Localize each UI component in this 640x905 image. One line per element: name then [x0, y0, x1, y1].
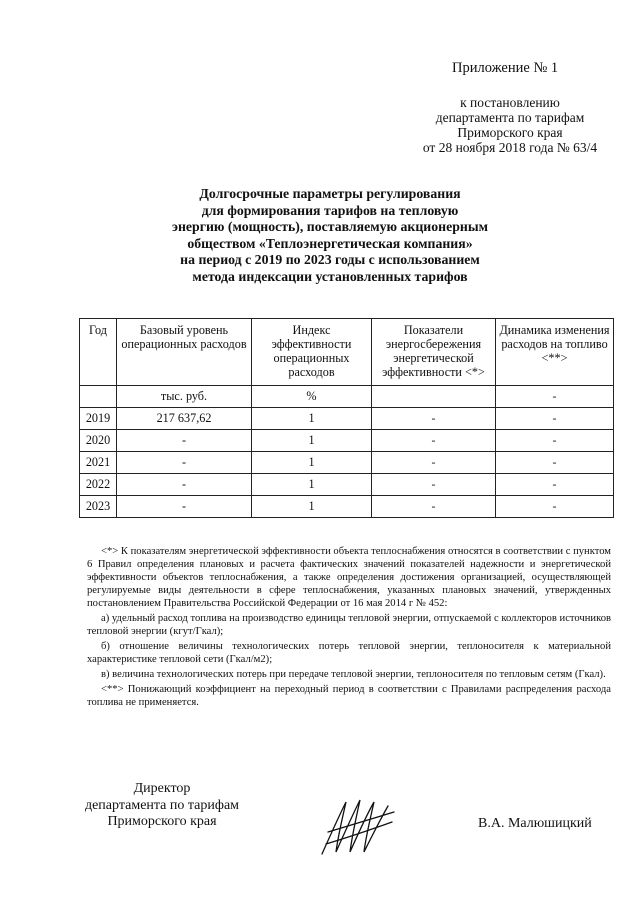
title-line: обществом «Теплоэнергетическая компания»	[187, 235, 473, 251]
units-row	[80, 386, 614, 408]
footnotes	[87, 545, 611, 711]
unit-cell: тыс. руб.	[117, 386, 252, 408]
header-base-level: Базовый уровень операционных расходов	[117, 319, 252, 386]
base-cell: -	[117, 474, 252, 496]
table-row	[80, 496, 614, 518]
fuel-cell: -	[496, 408, 614, 430]
fuel-cell: -	[496, 496, 614, 518]
index-cell: 1	[252, 496, 372, 518]
header-year: Год	[80, 319, 117, 386]
title-line: для формирования тарифов на тепловую	[201, 202, 459, 218]
index-cell: 1	[252, 474, 372, 496]
table-row	[80, 452, 614, 474]
title-line: метода индексации установленных тарифов	[192, 268, 468, 284]
fuel-cell: -	[496, 474, 614, 496]
unit-cell: %	[252, 386, 372, 408]
fuel-cell: -	[496, 452, 614, 474]
table-header-row	[80, 319, 614, 386]
appendix-title: Приложение № 1	[452, 60, 559, 76]
footnote-fuel: <**> Понижающий коэффициент на переходный период в соответствии с Правилами распределения расхода топлива не применяется.	[87, 684, 611, 708]
index-cell: 1	[252, 430, 372, 452]
resolution-reference	[395, 95, 625, 155]
energy-cell: -	[372, 408, 496, 430]
parameters-table	[79, 318, 614, 518]
base-cell: -	[117, 430, 252, 452]
year-cell: 2023	[80, 496, 117, 518]
header-energy-saving: Показатели энергосбережения энергетической эффективности <*>	[372, 319, 496, 386]
year-cell: 2019	[80, 408, 117, 430]
year-cell: 2022	[80, 474, 117, 496]
base-cell: 217 637,62	[117, 408, 252, 430]
position-line: Директор	[133, 781, 191, 796]
table-row	[80, 474, 614, 496]
index-cell: 1	[252, 408, 372, 430]
unit-cell	[372, 386, 496, 408]
resolution-date-line: от 28 ноября 2018 года № 63/4	[422, 140, 598, 155]
table-row	[80, 430, 614, 452]
position-line: Приморского края	[107, 814, 217, 829]
resolution-line: департамента по тарифам	[435, 110, 585, 125]
fuel-cell: -	[496, 430, 614, 452]
title-line: Долгосрочные параметры регулирования	[199, 186, 461, 201]
energy-cell: -	[372, 496, 496, 518]
header-efficiency-index: Индекс эффективности операционных расходов	[252, 319, 372, 386]
footnote-item-b: б) отношение величины технологических потерь тепловой энергии, теплоносителя к материальной характеристике тепловой сети (Гкал/м2);	[87, 641, 611, 665]
signatory-position	[72, 781, 252, 831]
signer-name: В.А. Малюшицкий	[478, 816, 592, 831]
position-line: департамента по тарифам	[84, 797, 240, 813]
unit-cell	[80, 386, 117, 408]
energy-cell: -	[372, 474, 496, 496]
year-cell: 2021	[80, 452, 117, 474]
resolution-line: Приморского края	[457, 125, 563, 140]
base-cell: -	[117, 452, 252, 474]
year-cell: 2020	[80, 430, 117, 452]
footnote-item-a: а) удельный расход топлива на производство единицы тепловой энергии, отпускаемой с коллекторов источников тепловой энергии (кгут/Гкал);	[87, 613, 611, 637]
resolution-line: к постановлению	[460, 95, 560, 110]
handwritten-signature	[318, 796, 398, 858]
table-row	[80, 408, 614, 430]
energy-cell: -	[372, 430, 496, 452]
unit-cell: -	[496, 386, 614, 408]
document-title	[150, 186, 510, 285]
base-cell: -	[117, 496, 252, 518]
footnote-energy-efficiency: <*> К показателям энергетической эффективности объекта теплоснабжения относятся в соответствии с пунктом 6 Правил определения плановых и расчета фактических значений показателей надежности и энергетической эффективности объектов теплоснабжения, а также определения достижения организацией, осуществляющей регулируемые виды деятельности в сфере теплоснабжения, указанных плановых значений, утвержденных постановлением Правительства Российской Федерации от 16 мая 2014 г № 452:	[87, 546, 611, 609]
header-fuel-dynamics: Динамика изменения расходов на топливо <**>	[496, 319, 614, 386]
energy-cell: -	[372, 452, 496, 474]
index-cell: 1	[252, 452, 372, 474]
title-line: на период с 2019 по 2023 годы с использованием	[180, 252, 480, 267]
footnote-item-c: в) величина технологических потерь при передаче тепловой энергии, теплоносителя по тепловым сетям (Гкал).	[101, 669, 606, 680]
title-line: энергию (мощность), поставляемую акционерным	[171, 219, 489, 234]
